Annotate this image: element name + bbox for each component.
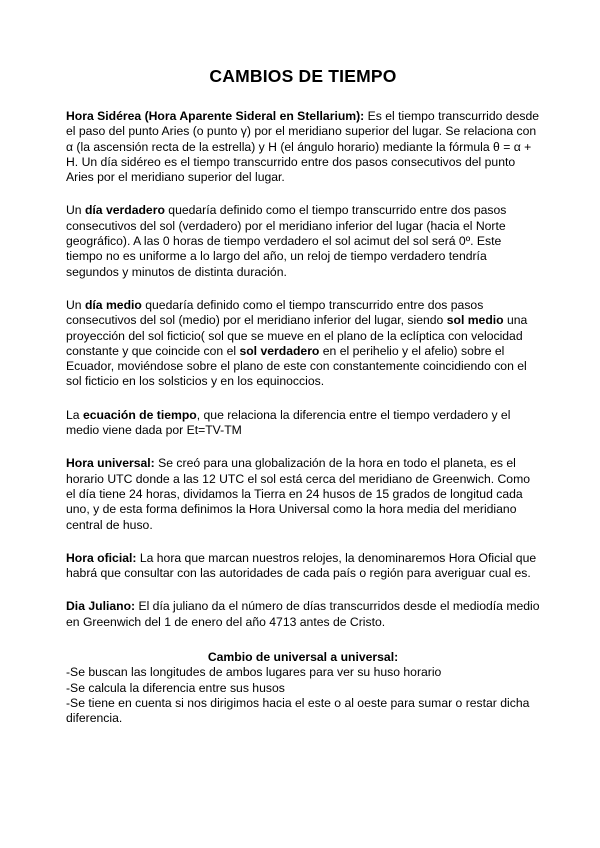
paragraph-hora-oficial xyxy=(66,551,540,582)
term-dia-medio: día medio xyxy=(84,297,142,312)
paragraph-text: , que relaciona la diferencia entre el tiempo verdadero y el medio viene dada por Et=TV-TM xyxy=(66,407,511,438)
paragraph-text: La xyxy=(66,407,83,422)
paragraph-text: Es el tiempo transcurrido desde el paso del punto Aries (o punto γ) por el meridiano superior del lugar. Se relaciona con α (la ascensión recta de la estrella) y H (el ángulo horario) mediante la fórmula θ = α + H. Un día sidéreo es el tiempo transcurrido entre dos pasos consecutivos del punto Aries por el meridiano superior del lugar. xyxy=(66,109,540,185)
paragraph-text: El día juliano da el número de días transcurridos desde el mediodía medio en Greenwich del 1 de enero del año 4713 antes de Cristo. xyxy=(66,599,540,629)
paragraph-dia-verdadero xyxy=(66,203,540,279)
list-item: -Se buscan las longitudes de ambos lugares para ver su huso horario xyxy=(66,665,442,680)
paragraph-text: una proyección del sol ficticio( sol que se mueve en el plano de la eclíptica con velocidad constante y que coincide con el xyxy=(66,313,528,358)
list-item: -Se calcula la diferencia entre sus husos xyxy=(66,680,285,695)
paragraph-dia-medio xyxy=(66,298,540,390)
paragraph-hora-universal xyxy=(66,456,540,532)
section-title: Cambio de universal a universal: xyxy=(207,650,399,665)
paragraph-text: La hora que marcan nuestros relojes, la denominaremos Hora Oficial que habrá que consultar con las autoridades de cada país o región para averiguar cual es. xyxy=(66,550,537,581)
term-hora-universal: Hora universal: xyxy=(66,456,155,471)
term-sol-verdadero: sol verdadero xyxy=(239,343,320,358)
paragraph-text: en el perihelio y el afelio) sobre el Ecuador, moviéndose sobre el plano de este con constantemente coincidiendo con el sol ficticio en los solsticios y en los equinoccios. xyxy=(66,343,527,389)
paragraph-hora-siderea xyxy=(66,109,540,185)
term-hora-oficial: Hora oficial: xyxy=(66,550,137,565)
page-title: CAMBIOS DE TIEMPO xyxy=(209,66,397,86)
list-item: -Se tiene en cuenta si nos dirigimos hacia el este o al oeste para sumar o restar dicha diferencia. xyxy=(66,695,530,726)
paragraph-text: Se creó para una globalización de la hora en todo el planeta, es el horario UTC donde a las 12 UTC el sol está cerca del meridiano de Greenwich. Como el día tiene 24 horas, dividamos la Tierra en 24 husos de 15 grados de longitud cada uno, y de esta forma definimos la Hora Universal como la hora media del meridiano central de huso. xyxy=(66,456,531,532)
paragraph-text: quedaría definido como el tiempo transcurrido entre dos pasos consecutivos del sol (medio) por el meridiano inferior del lugar, siendo xyxy=(66,297,484,328)
term-ecuacion-tiempo: ecuación de tiempo xyxy=(82,407,197,422)
paragraph-text: Un xyxy=(66,203,85,218)
term-hora-siderea: Hora Sidérea (Hora Aparente Sideral en Stellarium): xyxy=(66,109,365,123)
paragraph-text: quedaría definido como el tiempo transcurrido entre dos pasos consecutivos del sol (verdadero) por el meridiano inferior del lugar (hacia el Norte geográfico). A las 0 horas de tiempo verdadero el sol acimut del sol será 0º. Este tiempo no es uniforme a lo largo del año, un reloj de tiempo verdadero tendría segundos y minutos de distinta duración. xyxy=(66,203,507,279)
paragraph-text: Un xyxy=(66,297,85,312)
paragraph-dia-juliano xyxy=(66,599,540,630)
term-sol-medio: sol medio xyxy=(446,313,504,328)
term-dia-verdadero: día verdadero xyxy=(84,203,165,218)
term-dia-juliano: Dia Juliano: xyxy=(66,599,136,614)
paragraph-ecuacion-tiempo xyxy=(66,408,540,439)
document-page xyxy=(66,66,540,727)
steps-list xyxy=(66,665,540,726)
